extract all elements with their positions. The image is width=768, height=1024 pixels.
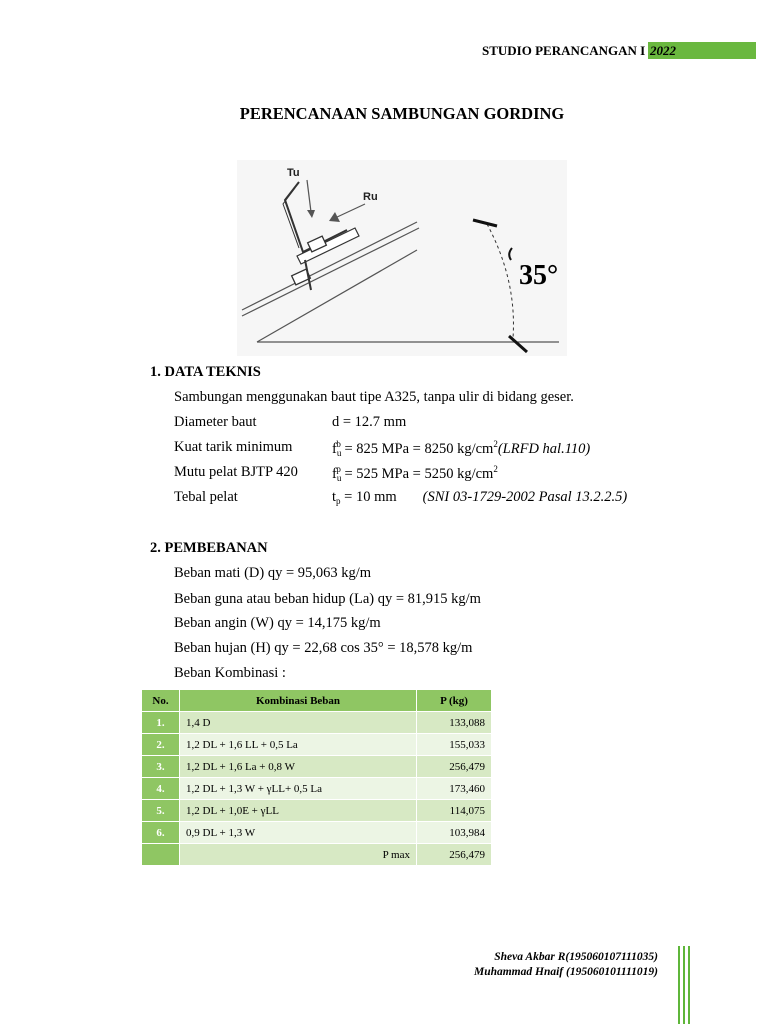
angle-label: 35°	[519, 260, 559, 291]
kombinasi-table	[141, 689, 492, 866]
beban-mati: Beban mati (D) qy = 95,063 kg/m	[174, 565, 372, 581]
footer-author-2: Muhammad Hnaif (195060101111019)	[473, 966, 658, 978]
section-data-teknis-heading: 1. DATA TEKNIS	[150, 364, 261, 380]
diameter-label: Diameter baut	[174, 414, 257, 430]
kuat-tarik-value: $f_u^b = 825$ MPa = 8250 $kg/cm^2(LRFD$ hal.110)	[332, 439, 591, 458]
mutu-pelat-label: Mutu pelat BJTP 420	[174, 464, 298, 480]
header-p: P (kg)	[417, 690, 492, 712]
header-no: No.	[142, 690, 180, 712]
tebal-pelat-value: $t_p = 10$ mm (SNI 03-1729-2002 Pasal 13.2.2.5)	[332, 489, 628, 506]
footer-line-3	[688, 946, 690, 1024]
tebal-pelat-label: Tebal pelat	[174, 489, 238, 505]
beban-angin: Beban angin (W) qy = 14,175 kg/m	[174, 615, 381, 631]
header-studio: STUDIO PERANCANGAN I	[482, 43, 646, 58]
section-pembebanan-heading: 2. PEMBEBANAN	[150, 540, 268, 556]
page-title: PERENCANAAN SAMBUNGAN GORDING	[239, 104, 565, 123]
pmax-value: 256,479	[417, 844, 492, 866]
table-pmax-row	[142, 844, 492, 866]
table-row: 4. 1,2 DL + 1,3 W + γLL+ 0,5 La 173,460	[142, 778, 492, 800]
beban-hujan: Beban hujan (H) qy = 22,68 cos 35° = 18,578 kg/m	[174, 640, 473, 656]
table-row: 6. 0,9 DL + 1,3 W 103,984	[142, 822, 492, 844]
header-kombinasi: Kombinasi Beban	[180, 690, 417, 712]
mutu-pelat-value: $f_u^p = 525$ MPa = 5250 $kg/cm^2$	[332, 464, 498, 483]
table-row: 1. 1,4 D 133,088	[142, 712, 492, 734]
kuat-tarik-label: Kuat tarik minimum	[174, 439, 293, 455]
table-row: 3. 1,2 DL + 1,6 La + 0,8 W 256,479	[142, 756, 492, 778]
gording-connection-figure	[237, 160, 567, 356]
footer-line-1	[678, 946, 680, 1024]
table-header-row	[142, 690, 492, 712]
footer-author-1: Sheva Akbar R(195060107111035)	[494, 951, 658, 963]
table-row: 5. 1,2 DL + 1,0E + γLL 114,075	[142, 800, 492, 822]
label-tu: Tu	[287, 167, 300, 179]
data-teknis-intro: Sambungan menggunakan baut tipe A325, tanpa ulir di bidang geser.	[174, 389, 574, 405]
beban-hidup: Beban guna atau beban hidup (La) qy = 81,915 kg/m	[174, 591, 481, 607]
pmax-label: P max	[180, 844, 417, 866]
beban-kombinasi-label: Beban Kombinasi :	[174, 665, 286, 681]
header-year: 2022	[650, 43, 676, 58]
footer-line-2	[683, 946, 685, 1024]
table-row: 2. 1,2 DL + 1,6 LL + 0,5 La 155,033	[142, 734, 492, 756]
diameter-value: d = 12.7 mm	[332, 414, 407, 430]
label-ru: Ru	[363, 191, 378, 203]
